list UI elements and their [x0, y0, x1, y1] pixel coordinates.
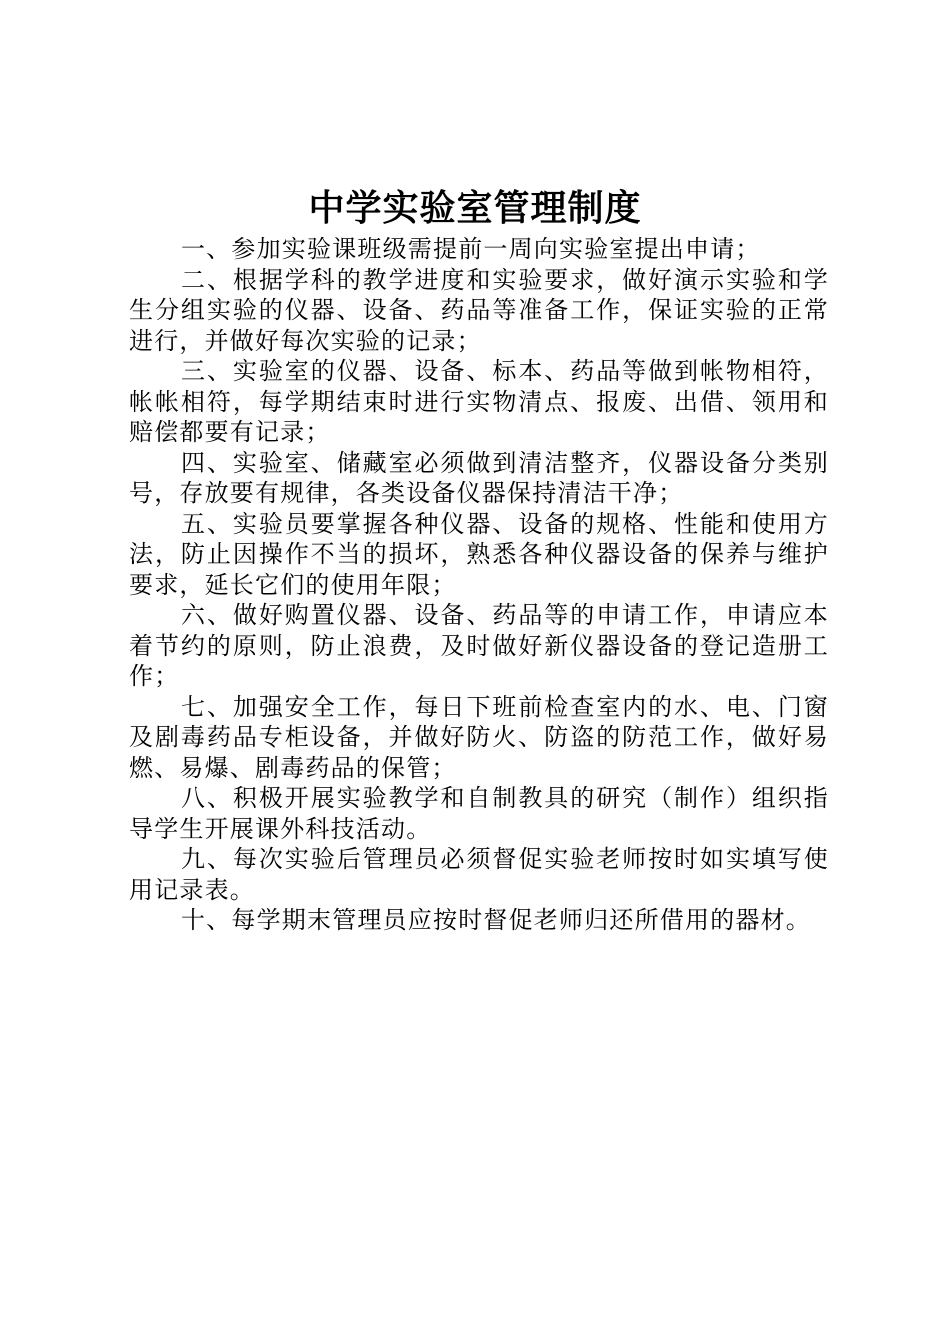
rule-paragraph-10: 十、每学期末管理员应按时督促老师归还所借用的器材。 [181, 906, 811, 934]
rule-paragraph-8: 八、积极开展实验教学和自制教具的研究（制作）组织指导学生开展课外科技活动。 [129, 784, 829, 843]
rule-paragraph-6: 六、做好购置仪器、设备、药品等的申请工作，申请应本着节约的原则，防止浪费，及时做好新仪器设备的登记造册工作； [129, 601, 829, 690]
rule-paragraph-7: 七、加强安全工作，每日下班前检查室内的水、电、门窗及剧毒药品专柜设备，并做好防火、防盗的防范工作，做好易燃、易爆、剧毒药品的保管； [129, 692, 829, 782]
rule-paragraph-3: 三、实验室的仪器、设备、标本、药品等做到帐物相符，帐帐相符，每学期结束时进行实物清点、报废、出借、领用和赔偿都要有记录； [129, 357, 829, 446]
rule-paragraph-4: 四、实验室、储藏室必须做到清洁整齐，仪器设备分类别号，存放要有规律，各类设备仪器保持清洁干净； [129, 448, 829, 507]
document-title: 中学实验室管理制度 [308, 188, 642, 229]
rule-paragraph-1: 一、参加实验课班级需提前一周向实验室提出申请； [181, 235, 761, 263]
rule-paragraph-5: 五、实验员要掌握各种仪器、设备的规格、性能和使用方法，防止因操作不当的损坏，熟悉各种仪器设备的保养与维护要求，延长它们的使用年限； [129, 509, 829, 599]
document-body [129, 234, 829, 936]
rule-paragraph-9: 九、每次实验后管理员必须督促实验老师按时如实填写使用记录表。 [129, 845, 829, 904]
rule-paragraph-2: 二、根据学科的教学进度和实验要求，做好演示实验和学生分组实验的仪器、设备、药品等准备工作，保证实验的正常进行，并做好每次实验的记录； [129, 265, 829, 355]
